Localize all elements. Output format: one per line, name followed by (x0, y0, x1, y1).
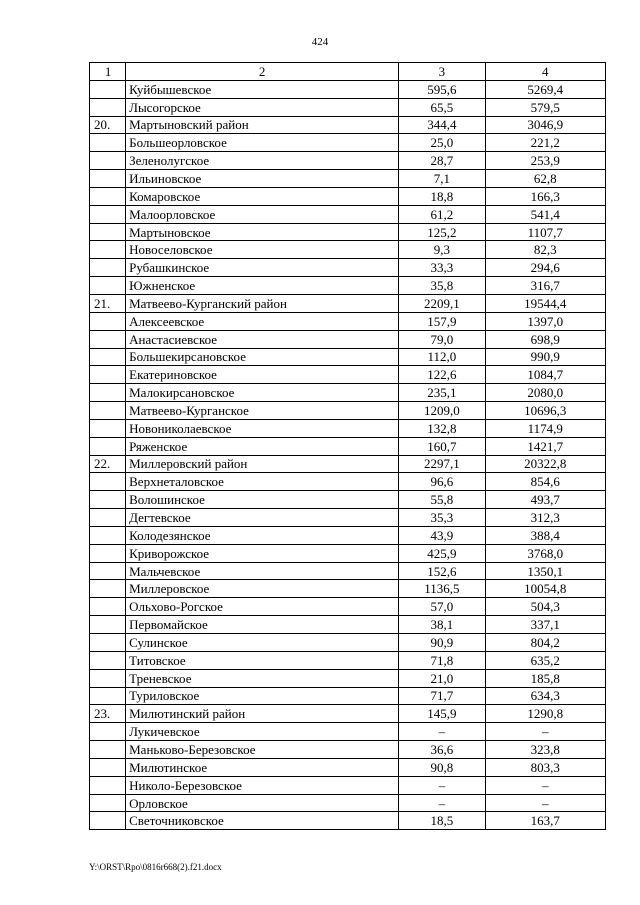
row-number-cell (90, 598, 126, 616)
row-col3-cell: 132,8 (399, 419, 485, 437)
row-number-cell (90, 741, 126, 759)
table-row (90, 330, 606, 348)
row-col3-cell: 79,0 (399, 330, 485, 348)
row-number-cell (90, 616, 126, 634)
row-col3-cell: 18,8 (399, 187, 485, 205)
row-name-cell: Мартыновское (126, 223, 399, 241)
row-col4-cell: 493,7 (485, 491, 606, 509)
row-col3-cell: – (399, 723, 485, 741)
table-row (90, 776, 606, 794)
table-row (90, 98, 606, 116)
row-name-cell: Мартыновский район (126, 116, 399, 134)
row-number-cell (90, 509, 126, 527)
row-col3-cell: 57,0 (399, 598, 485, 616)
row-col3-cell: 18,5 (399, 812, 485, 830)
table-row (90, 741, 606, 759)
row-name-cell: Анастасиевское (126, 330, 399, 348)
row-number-cell (90, 437, 126, 455)
table-row (90, 794, 606, 812)
row-name-cell: Мальчевское (126, 562, 399, 580)
row-name-cell: Лукичевское (126, 723, 399, 741)
row-name-cell: Волошинское (126, 491, 399, 509)
row-col4-cell: 1397,0 (485, 312, 606, 330)
row-col4-cell: 804,2 (485, 634, 606, 652)
table-row (90, 384, 606, 402)
header-col-1: 1 (90, 63, 126, 81)
row-number-cell (90, 402, 126, 420)
row-col3-cell: 21,0 (399, 669, 485, 687)
row-name-cell: Малоорловское (126, 205, 399, 223)
row-number-cell (90, 651, 126, 669)
row-number-cell (90, 491, 126, 509)
row-name-cell: Треневское (126, 669, 399, 687)
row-col4-cell: 854,6 (485, 473, 606, 491)
row-col3-cell: 36,6 (399, 741, 485, 759)
row-col4-cell: 541,4 (485, 205, 606, 223)
table-row (90, 473, 606, 491)
row-col4-cell: 3768,0 (485, 544, 606, 562)
row-col4-cell: 221,2 (485, 134, 606, 152)
table-row (90, 634, 606, 652)
row-col4-cell: 253,9 (485, 152, 606, 170)
table-row (90, 455, 606, 473)
row-number-cell (90, 776, 126, 794)
row-col3-cell: 25,0 (399, 134, 485, 152)
row-col3-cell: 71,7 (399, 687, 485, 705)
row-number-cell (90, 634, 126, 652)
row-col3-cell: 71,8 (399, 651, 485, 669)
row-col4-cell: 163,7 (485, 812, 606, 830)
row-col3-cell: 38,1 (399, 616, 485, 634)
row-number-cell (90, 223, 126, 241)
table-row (90, 312, 606, 330)
table-row (90, 366, 606, 384)
table-row (90, 687, 606, 705)
row-col4-cell: 635,2 (485, 651, 606, 669)
row-name-cell: Орловское (126, 794, 399, 812)
row-col4-cell: 294,6 (485, 259, 606, 277)
row-col4-cell: 10696,3 (485, 402, 606, 420)
table-row (90, 723, 606, 741)
row-number-cell (90, 98, 126, 116)
row-col3-cell: 96,6 (399, 473, 485, 491)
row-number-cell (90, 723, 126, 741)
row-name-cell: Криворожское (126, 544, 399, 562)
row-col3-cell: 112,0 (399, 348, 485, 366)
row-number-cell (90, 687, 126, 705)
row-col4-cell: – (485, 794, 606, 812)
table-row (90, 241, 606, 259)
row-number-cell (90, 134, 126, 152)
row-col3-cell: 160,7 (399, 437, 485, 455)
row-name-cell: Матвеево-Курганский район (126, 294, 399, 312)
row-col4-cell: 990,9 (485, 348, 606, 366)
row-col3-cell: 235,1 (399, 384, 485, 402)
row-col4-cell: 10054,8 (485, 580, 606, 598)
table-row (90, 562, 606, 580)
row-name-cell: Миллеровское (126, 580, 399, 598)
row-col4-cell: 1107,7 (485, 223, 606, 241)
table-row (90, 294, 606, 312)
table-row (90, 580, 606, 598)
row-name-cell: Екатериновское (126, 366, 399, 384)
row-col4-cell: 803,3 (485, 758, 606, 776)
row-col3-cell: 90,8 (399, 758, 485, 776)
row-name-cell: Алексеевское (126, 312, 399, 330)
row-number-cell: 23. (90, 705, 126, 723)
table-row (90, 223, 606, 241)
row-name-cell: Большекирсановское (126, 348, 399, 366)
row-col3-cell: 125,2 (399, 223, 485, 241)
row-number-cell (90, 544, 126, 562)
row-col3-cell: 35,8 (399, 277, 485, 295)
row-col4-cell: 1421,7 (485, 437, 606, 455)
row-name-cell: Ольхово-Рогское (126, 598, 399, 616)
row-col4-cell: 579,5 (485, 98, 606, 116)
row-name-cell: Зеленолугское (126, 152, 399, 170)
row-number-cell (90, 473, 126, 491)
row-number-cell (90, 562, 126, 580)
row-col4-cell: 312,3 (485, 509, 606, 527)
row-col3-cell: 28,7 (399, 152, 485, 170)
row-col3-cell: 43,9 (399, 526, 485, 544)
row-number-cell (90, 205, 126, 223)
row-col4-cell: 504,3 (485, 598, 606, 616)
row-col4-cell: 1350,1 (485, 562, 606, 580)
row-col4-cell: 5269,4 (485, 80, 606, 98)
header-col-3: 3 (399, 63, 485, 81)
table-row (90, 758, 606, 776)
row-name-cell: Туриловское (126, 687, 399, 705)
row-col3-cell: 2297,1 (399, 455, 485, 473)
row-name-cell: Лысогорское (126, 98, 399, 116)
row-name-cell: Новоселовское (126, 241, 399, 259)
row-name-cell: Ряженское (126, 437, 399, 455)
table-row (90, 509, 606, 527)
row-col4-cell: 337,1 (485, 616, 606, 634)
row-name-cell: Милютинский район (126, 705, 399, 723)
table-row (90, 80, 606, 98)
row-name-cell: Светочниковское (126, 812, 399, 830)
row-name-cell: Николо-Березовское (126, 776, 399, 794)
row-col3-cell: 55,8 (399, 491, 485, 509)
table-row (90, 437, 606, 455)
row-number-cell: 20. (90, 116, 126, 134)
row-col4-cell: 1084,7 (485, 366, 606, 384)
row-col3-cell: 65,5 (399, 98, 485, 116)
table-row (90, 152, 606, 170)
row-col3-cell: 344,4 (399, 116, 485, 134)
row-col4-cell: – (485, 723, 606, 741)
table-row (90, 616, 606, 634)
row-name-cell: Большеорловское (126, 134, 399, 152)
table-row (90, 402, 606, 420)
row-name-cell: Маньково-Березовское (126, 741, 399, 759)
row-col3-cell: 33,3 (399, 259, 485, 277)
table-row (90, 205, 606, 223)
row-number-cell: 22. (90, 455, 126, 473)
table-row (90, 187, 606, 205)
row-col3-cell: 7,1 (399, 170, 485, 188)
footer-file-path: Y:\ORST\Rpo\0816r668(2).f21.docx (89, 862, 222, 872)
row-name-cell: Матвеево-Курганское (126, 402, 399, 420)
row-number-cell (90, 348, 126, 366)
row-number-cell (90, 241, 126, 259)
table-row (90, 526, 606, 544)
row-name-cell: Верхнеталовское (126, 473, 399, 491)
row-name-cell: Рубашкинское (126, 259, 399, 277)
row-number-cell (90, 330, 126, 348)
row-col3-cell: 145,9 (399, 705, 485, 723)
row-number-cell (90, 580, 126, 598)
row-number-cell (90, 80, 126, 98)
row-col4-cell: 166,3 (485, 187, 606, 205)
row-number-cell: 21. (90, 294, 126, 312)
table-row (90, 544, 606, 562)
row-col4-cell: 388,4 (485, 526, 606, 544)
row-col4-cell: 82,3 (485, 241, 606, 259)
row-col4-cell: 316,7 (485, 277, 606, 295)
row-col4-cell: 185,8 (485, 669, 606, 687)
row-col3-cell: 595,6 (399, 80, 485, 98)
row-col4-cell: 698,9 (485, 330, 606, 348)
row-name-cell: Новониколаевское (126, 419, 399, 437)
header-col-2: 2 (126, 63, 399, 81)
row-number-cell (90, 312, 126, 330)
row-number-cell (90, 366, 126, 384)
header-col-4: 4 (485, 63, 606, 81)
row-col4-cell: – (485, 776, 606, 794)
row-name-cell: Первомайское (126, 616, 399, 634)
row-col3-cell: 2209,1 (399, 294, 485, 312)
table-row (90, 705, 606, 723)
table-row (90, 598, 606, 616)
row-number-cell (90, 277, 126, 295)
table-row (90, 116, 606, 134)
row-number-cell (90, 758, 126, 776)
row-number-cell (90, 812, 126, 830)
row-col4-cell: 634,3 (485, 687, 606, 705)
table-row (90, 491, 606, 509)
row-col3-cell: 152,6 (399, 562, 485, 580)
table-row (90, 170, 606, 188)
row-number-cell (90, 384, 126, 402)
data-table (89, 62, 606, 830)
row-number-cell (90, 794, 126, 812)
row-col4-cell: 1174,9 (485, 419, 606, 437)
row-col3-cell: 122,6 (399, 366, 485, 384)
row-name-cell: Титовское (126, 651, 399, 669)
row-name-cell: Ильиновское (126, 170, 399, 188)
row-col3-cell: 1136,5 (399, 580, 485, 598)
table-row (90, 134, 606, 152)
row-col4-cell: 1290,8 (485, 705, 606, 723)
row-number-cell (90, 419, 126, 437)
row-number-cell (90, 170, 126, 188)
table-row (90, 277, 606, 295)
row-col3-cell: 61,2 (399, 205, 485, 223)
table-row (90, 651, 606, 669)
row-col3-cell: 9,3 (399, 241, 485, 259)
row-col3-cell: 90,9 (399, 634, 485, 652)
table-row (90, 812, 606, 830)
row-name-cell: Малокирсановское (126, 384, 399, 402)
row-col3-cell: 1209,0 (399, 402, 485, 420)
row-col4-cell: 323,8 (485, 741, 606, 759)
table-header-row (90, 63, 606, 81)
row-number-cell (90, 187, 126, 205)
row-name-cell: Комаровское (126, 187, 399, 205)
row-number-cell (90, 259, 126, 277)
row-number-cell (90, 152, 126, 170)
row-name-cell: Дегтевское (126, 509, 399, 527)
row-name-cell: Милютинское (126, 758, 399, 776)
row-col3-cell: – (399, 794, 485, 812)
row-col4-cell: 3046,9 (485, 116, 606, 134)
row-name-cell: Миллеровский район (126, 455, 399, 473)
row-col3-cell: – (399, 776, 485, 794)
row-col4-cell: 20322,8 (485, 455, 606, 473)
row-col4-cell: 19544,4 (485, 294, 606, 312)
row-col3-cell: 35,3 (399, 509, 485, 527)
row-col4-cell: 2080,0 (485, 384, 606, 402)
row-col4-cell: 62,8 (485, 170, 606, 188)
row-name-cell: Южненское (126, 277, 399, 295)
row-col3-cell: 425,9 (399, 544, 485, 562)
row-name-cell: Куйбышевское (126, 80, 399, 98)
row-name-cell: Колодезянское (126, 526, 399, 544)
row-col3-cell: 157,9 (399, 312, 485, 330)
table-row (90, 259, 606, 277)
table-row (90, 669, 606, 687)
table-row (90, 348, 606, 366)
page-number: 424 (311, 36, 329, 48)
row-name-cell: Сулинское (126, 634, 399, 652)
table-row (90, 419, 606, 437)
row-number-cell (90, 669, 126, 687)
row-number-cell (90, 526, 126, 544)
